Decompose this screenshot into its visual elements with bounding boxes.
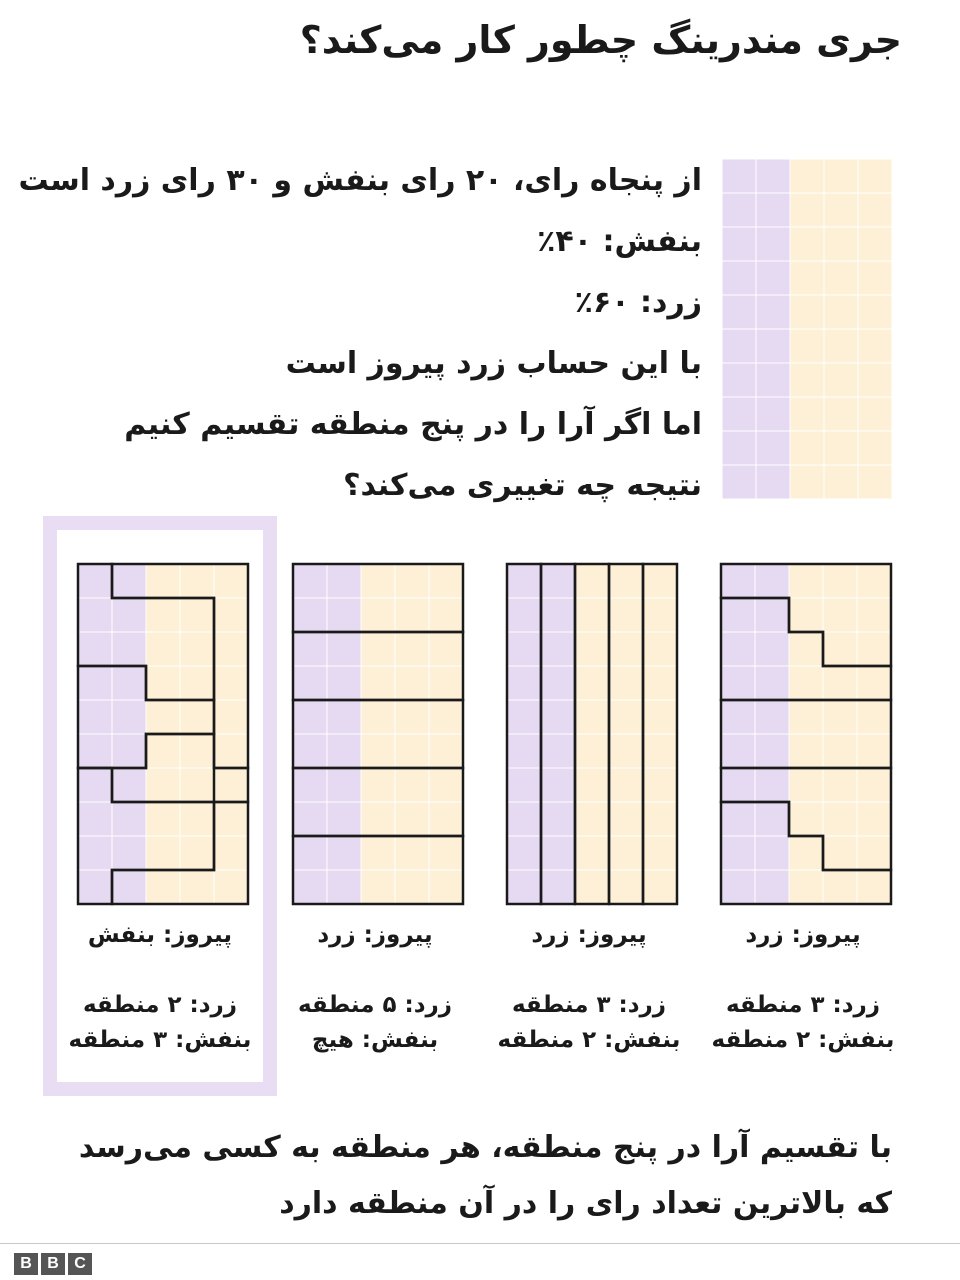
overview-purple-voter	[722, 295, 756, 329]
scenario-yellow-voter	[146, 632, 180, 666]
scenario-purple-voter	[78, 836, 112, 870]
footer-divider	[0, 1243, 960, 1244]
yellow-district-count: زرد: ۲ منطقه	[82, 992, 238, 1018]
scenario-yellow-voter	[857, 802, 891, 836]
overview-purple-voter	[722, 159, 756, 193]
scenario-purple-voter	[78, 598, 112, 632]
scenario-yellow-voter	[823, 870, 857, 904]
scenario-yellow-voter	[395, 836, 429, 870]
scenario-purple-voter	[541, 632, 575, 666]
scenario-purple-voter	[112, 870, 146, 904]
scenario-purple-voter	[755, 666, 789, 700]
overview-purple-voter	[722, 465, 756, 499]
scenario-yellow-voter	[361, 598, 395, 632]
scenario-yellow-voter	[180, 870, 214, 904]
overview-purple-voter	[756, 261, 790, 295]
scenario-yellow-voter	[643, 836, 677, 870]
scenario-purple-voter	[755, 564, 789, 598]
overview-purple-voter	[722, 431, 756, 465]
overview-yellow-voter	[824, 431, 858, 465]
scenario-yellow-voter	[575, 802, 609, 836]
overview-yellow-voter	[824, 227, 858, 261]
scenario-yellow-voter	[575, 666, 609, 700]
scenario-winner: پیروز: زرد	[531, 922, 647, 948]
scenario-purple-voter	[507, 768, 541, 802]
scenario-yellow-voter	[395, 870, 429, 904]
overview-yellow-voter	[824, 397, 858, 431]
overview-yellow-voter	[790, 465, 824, 499]
scenario-purple-voter	[78, 666, 112, 700]
scenario-yellow-voter	[214, 564, 248, 598]
scenario-purple-voter	[721, 700, 755, 734]
scenario-yellow-voter	[789, 666, 823, 700]
overview-purple-voter	[722, 193, 756, 227]
scenario-purple-voter	[755, 870, 789, 904]
scenario-yellow-voter	[214, 870, 248, 904]
overview-purple-voter	[756, 431, 790, 465]
scenario-purple-voter	[293, 564, 327, 598]
scenario-yellow-voter	[823, 666, 857, 700]
purple-district-count: بنفش: ۳ منطقه	[68, 1027, 252, 1053]
scenario-yellow-voter	[857, 734, 891, 768]
scenario-yellow-voter	[180, 632, 214, 666]
overview-purple-voter	[722, 397, 756, 431]
overview-purple-voter	[722, 227, 756, 261]
scenario-purple-voter	[721, 768, 755, 802]
scenario-yellow-voter	[823, 734, 857, 768]
scenario-yellow-voter	[429, 870, 463, 904]
scenario-grid-2	[291, 562, 459, 906]
scenario-yellow-voter	[429, 802, 463, 836]
scenario-yellow-voter	[429, 768, 463, 802]
scenario-yellow-voter	[789, 802, 823, 836]
overview-yellow-voter	[824, 193, 858, 227]
scenario-winner: پیروز: زرد	[745, 922, 861, 948]
scenario-purple-voter	[721, 564, 755, 598]
overview-yellow-voter	[858, 261, 892, 295]
scenario-yellow-voter	[180, 802, 214, 836]
scenario-purple-voter	[293, 734, 327, 768]
scenario-purple-voter	[721, 802, 755, 836]
scenario-yellow-voter	[180, 734, 214, 768]
scenario-yellow-voter	[214, 836, 248, 870]
overview-purple-voter	[722, 363, 756, 397]
scenario-yellow-voter	[857, 632, 891, 666]
scenario-purple-voter	[507, 802, 541, 836]
scenario-yellow-voter	[429, 564, 463, 598]
scenario-yellow-voter	[361, 700, 395, 734]
scenario-yellow-voter	[395, 802, 429, 836]
scenario-yellow-voter	[146, 564, 180, 598]
scenario-yellow-voter	[180, 564, 214, 598]
scenario-yellow-voter	[823, 564, 857, 598]
scenario-purple-voter	[293, 768, 327, 802]
scenario-yellow-voter	[361, 632, 395, 666]
scenario-yellow-voter	[146, 700, 180, 734]
overview-yellow-voter	[858, 159, 892, 193]
scenario-winner: پیروز: زرد	[317, 922, 433, 948]
bbc-logo-letter: C	[68, 1253, 92, 1275]
scenario-yellow-voter	[643, 700, 677, 734]
scenario-yellow-voter	[789, 768, 823, 802]
scenario-yellow-voter	[789, 734, 823, 768]
scenario-purple-voter	[293, 598, 327, 632]
scenario-yellow-voter	[429, 632, 463, 666]
conclusion-text	[32, 1120, 892, 1232]
scenario-yellow-voter	[429, 734, 463, 768]
scenario-yellow-voter	[146, 802, 180, 836]
overview-yellow-voter	[824, 465, 858, 499]
overview-purple-voter	[756, 193, 790, 227]
scenario-yellow-voter	[395, 598, 429, 632]
overview-yellow-voter	[858, 397, 892, 431]
scenario-purple-voter	[112, 598, 146, 632]
scenario-purple-voter	[721, 734, 755, 768]
scenario-yellow-voter	[857, 768, 891, 802]
scenario-purple-voter	[541, 734, 575, 768]
scenario-purple-voter	[541, 564, 575, 598]
scenario-purple-voter	[755, 734, 789, 768]
scenario-yellow-voter	[857, 700, 891, 734]
scenario-yellow-voter	[609, 598, 643, 632]
overview-yellow-voter	[858, 329, 892, 363]
scenario-purple-voter	[112, 564, 146, 598]
overview-yellow-voter	[790, 159, 824, 193]
scenario-yellow-voter	[395, 632, 429, 666]
overview-yellow-voter	[858, 465, 892, 499]
scenario-yellow-voter	[395, 564, 429, 598]
scenario-purple-voter	[327, 598, 361, 632]
scenario-yellow-voter	[823, 632, 857, 666]
scenario-yellow-voter	[857, 870, 891, 904]
scenario-yellow-voter	[609, 836, 643, 870]
scenario-yellow-voter	[146, 666, 180, 700]
scenario-yellow-voter	[823, 802, 857, 836]
scenario-yellow-voter	[361, 666, 395, 700]
scenario-yellow-voter	[609, 564, 643, 598]
scenario-purple-voter	[755, 768, 789, 802]
overview-purple-voter	[756, 397, 790, 431]
intro-line: با این حساب زرد پیروز است	[285, 346, 702, 381]
scenario-purple-voter	[507, 836, 541, 870]
scenario-yellow-voter	[575, 632, 609, 666]
scenario-purple-voter	[293, 836, 327, 870]
scenario-yellow-voter	[214, 768, 248, 802]
bbc-logo-letter: B	[41, 1253, 65, 1275]
scenario-yellow-voter	[643, 598, 677, 632]
scenario-yellow-voter	[789, 700, 823, 734]
scenario-yellow-voter	[214, 700, 248, 734]
scenario-purple-voter	[327, 836, 361, 870]
scenario-yellow-voter	[214, 598, 248, 632]
intro-text	[12, 150, 702, 516]
overview-yellow-voter	[790, 261, 824, 295]
scenario-purple-voter	[112, 768, 146, 802]
bbc-logo	[14, 1253, 95, 1275]
overview-yellow-voter	[858, 193, 892, 227]
scenario-yellow-voter	[146, 734, 180, 768]
scenario-yellow-voter	[361, 768, 395, 802]
scenario-purple-voter	[112, 734, 146, 768]
scenario-purple-voter	[507, 700, 541, 734]
scenario-yellow-voter	[823, 836, 857, 870]
overview-purple-voter	[722, 329, 756, 363]
scenario-yellow-voter	[180, 700, 214, 734]
scenario-purple-voter	[327, 666, 361, 700]
scenario-yellow-voter	[214, 802, 248, 836]
scenario-yellow-voter	[429, 700, 463, 734]
yellow-district-count: زرد: ۳ منطقه	[511, 992, 667, 1018]
scenario-yellow-voter	[823, 700, 857, 734]
scenario-purple-voter	[112, 700, 146, 734]
scenario-yellow-voter	[214, 666, 248, 700]
page-title: جری مندرینگ چطور کار می‌کند؟	[299, 18, 902, 62]
scenario-purple-voter	[541, 700, 575, 734]
scenario-yellow-voter	[643, 564, 677, 598]
overview-yellow-voter	[790, 227, 824, 261]
purple-district-count: بنفش: هیچ	[311, 1027, 439, 1053]
scenario-yellow-voter	[789, 836, 823, 870]
scenario-yellow-voter	[857, 598, 891, 632]
intro-line: اما اگر آرا را در پنج منطقه تقسیم کنیم	[124, 407, 702, 442]
overview-purple-voter	[756, 295, 790, 329]
intro-line: نتیجه چه تغییری می‌کند؟	[343, 468, 702, 503]
scenario-purple-voter	[293, 666, 327, 700]
scenario-purple-voter	[755, 632, 789, 666]
scenario-purple-voter	[541, 870, 575, 904]
scenario-purple-voter	[78, 870, 112, 904]
overview-purple-voter	[756, 465, 790, 499]
intro-line: بنفش: ۴۰٪	[537, 224, 702, 259]
scenario-purple-voter	[78, 802, 112, 836]
scenario-grid-1	[505, 562, 673, 906]
scenario-yellow-voter	[823, 768, 857, 802]
scenario-purple-voter	[78, 632, 112, 666]
scenario-yellow-voter	[146, 768, 180, 802]
scenario-purple-voter	[293, 870, 327, 904]
scenario-yellow-voter	[643, 768, 677, 802]
scenario-purple-voter	[78, 700, 112, 734]
scenario-purple-voter	[721, 870, 755, 904]
scenario-yellow-voter	[609, 870, 643, 904]
scenario-yellow-voter	[575, 700, 609, 734]
scenario-yellow-voter	[575, 734, 609, 768]
scenario-tally	[693, 988, 913, 1058]
scenario-purple-voter	[327, 768, 361, 802]
scenario-yellow-voter	[575, 564, 609, 598]
yellow-district-count: زرد: ۵ منطقه	[297, 992, 453, 1018]
scenario-yellow-voter	[823, 598, 857, 632]
scenario-yellow-voter	[180, 768, 214, 802]
scenario-yellow-voter	[575, 598, 609, 632]
overview-yellow-voter	[790, 295, 824, 329]
scenario-purple-voter	[541, 802, 575, 836]
scenario-tally	[265, 988, 485, 1058]
scenario-purple-voter	[293, 802, 327, 836]
scenario-yellow-voter	[214, 734, 248, 768]
overview-yellow-voter	[790, 431, 824, 465]
scenario-purple-voter	[541, 666, 575, 700]
scenario-purple-voter	[541, 836, 575, 870]
scenario-winner: پیروز: بنفش	[87, 922, 233, 948]
scenario-tally	[50, 988, 270, 1058]
scenario-yellow-voter	[180, 666, 214, 700]
scenario-purple-voter	[721, 632, 755, 666]
scenario-yellow-voter	[180, 598, 214, 632]
scenario-yellow-voter	[609, 666, 643, 700]
scenario-yellow-voter	[146, 870, 180, 904]
scenario-yellow-voter	[146, 836, 180, 870]
scenario-yellow-voter	[361, 734, 395, 768]
scenario-yellow-voter	[609, 700, 643, 734]
overview-yellow-voter	[824, 363, 858, 397]
overview-yellow-voter	[858, 295, 892, 329]
purple-district-count: بنفش: ۲ منطقه	[497, 1027, 681, 1053]
purple-district-count: بنفش: ۲ منطقه	[711, 1027, 895, 1053]
scenario-purple-voter	[327, 632, 361, 666]
overview-purple-voter	[756, 227, 790, 261]
scenario-purple-voter	[327, 700, 361, 734]
scenario-purple-voter	[541, 598, 575, 632]
scenario-purple-voter	[721, 666, 755, 700]
scenario-yellow-voter	[789, 632, 823, 666]
scenario-yellow-voter	[395, 734, 429, 768]
scenario-yellow-voter	[429, 598, 463, 632]
scenario-yellow-voter	[361, 564, 395, 598]
scenario-purple-voter	[507, 870, 541, 904]
scenario-purple-voter	[327, 802, 361, 836]
scenario-yellow-voter	[395, 768, 429, 802]
overview-yellow-voter	[858, 431, 892, 465]
scenario-yellow-voter	[575, 836, 609, 870]
scenario-purple-voter	[507, 598, 541, 632]
scenario-yellow-voter	[643, 870, 677, 904]
scenario-purple-voter	[112, 666, 146, 700]
scenario-yellow-voter	[395, 700, 429, 734]
scenario-yellow-voter	[575, 870, 609, 904]
scenario-tally	[479, 988, 699, 1058]
scenario-purple-voter	[507, 564, 541, 598]
scenario-yellow-voter	[609, 802, 643, 836]
scenario-purple-voter	[112, 802, 146, 836]
scenario-yellow-voter	[643, 666, 677, 700]
scenario-purple-voter	[507, 632, 541, 666]
scenario-purple-voter	[755, 700, 789, 734]
overview-yellow-voter	[824, 295, 858, 329]
overview-yellow-voter	[790, 363, 824, 397]
conclusion-line: که بالاترین تعداد رای را در آن منطقه دارد	[279, 1186, 892, 1221]
overview-purple-voter	[722, 261, 756, 295]
scenario-purple-voter	[327, 870, 361, 904]
scenario-purple-voter	[721, 836, 755, 870]
scenario-purple-voter	[755, 836, 789, 870]
scenario-yellow-voter	[429, 836, 463, 870]
scenario-purple-voter	[721, 598, 755, 632]
scenario-yellow-voter	[429, 666, 463, 700]
bbc-logo-letter: B	[14, 1253, 38, 1275]
intro-line: زرد: ۶۰٪	[574, 285, 702, 320]
scenario-yellow-voter	[361, 870, 395, 904]
scenario-yellow-voter	[857, 836, 891, 870]
scenario-yellow-voter	[609, 632, 643, 666]
scenario-purple-voter	[78, 768, 112, 802]
overview-yellow-voter	[858, 227, 892, 261]
scenario-purple-voter	[755, 802, 789, 836]
intro-line: از پنجاه رای، ۲۰ رای بنفش و ۳۰ رای زرد است	[18, 163, 702, 198]
overview-purple-voter	[756, 159, 790, 193]
scenario-yellow-voter	[789, 598, 823, 632]
scenario-purple-voter	[507, 666, 541, 700]
scenario-purple-voter	[327, 564, 361, 598]
scenario-yellow-voter	[609, 734, 643, 768]
scenario-purple-voter	[293, 700, 327, 734]
scenario-grid-3	[76, 562, 244, 906]
overview-yellow-voter	[790, 397, 824, 431]
scenario-yellow-voter	[643, 632, 677, 666]
scenario-yellow-voter	[643, 802, 677, 836]
scenario-yellow-voter	[857, 666, 891, 700]
overview-yellow-voter	[824, 261, 858, 295]
scenario-yellow-voter	[180, 836, 214, 870]
scenario-purple-voter	[507, 734, 541, 768]
scenario-purple-voter	[112, 632, 146, 666]
overview-yellow-voter	[858, 363, 892, 397]
overview-yellow-voter	[790, 329, 824, 363]
scenario-yellow-voter	[214, 632, 248, 666]
scenario-purple-voter	[541, 768, 575, 802]
overview-yellow-voter	[824, 159, 858, 193]
scenario-grid-0	[719, 562, 887, 906]
scenario-yellow-voter	[789, 870, 823, 904]
overview-purple-voter	[756, 363, 790, 397]
yellow-district-count: زرد: ۳ منطقه	[725, 992, 881, 1018]
overview-yellow-voter	[790, 193, 824, 227]
scenario-yellow-voter	[609, 768, 643, 802]
conclusion-line: با تقسیم آرا در پنج منطقه، هر منطقه به کسی می‌رسد	[78, 1130, 892, 1165]
scenario-purple-voter	[78, 734, 112, 768]
overview-yellow-voter	[824, 329, 858, 363]
scenario-yellow-voter	[146, 598, 180, 632]
scenario-yellow-voter	[395, 666, 429, 700]
scenario-yellow-voter	[361, 836, 395, 870]
scenario-purple-voter	[327, 734, 361, 768]
scenario-purple-voter	[755, 598, 789, 632]
scenario-yellow-voter	[857, 564, 891, 598]
scenario-purple-voter	[293, 632, 327, 666]
scenario-yellow-voter	[643, 734, 677, 768]
scenario-yellow-voter	[575, 768, 609, 802]
scenario-yellow-voter	[361, 802, 395, 836]
scenario-purple-voter	[78, 564, 112, 598]
scenario-yellow-voter	[789, 564, 823, 598]
voter-overview-grid	[720, 157, 888, 501]
overview-purple-voter	[756, 329, 790, 363]
scenario-purple-voter	[112, 836, 146, 870]
